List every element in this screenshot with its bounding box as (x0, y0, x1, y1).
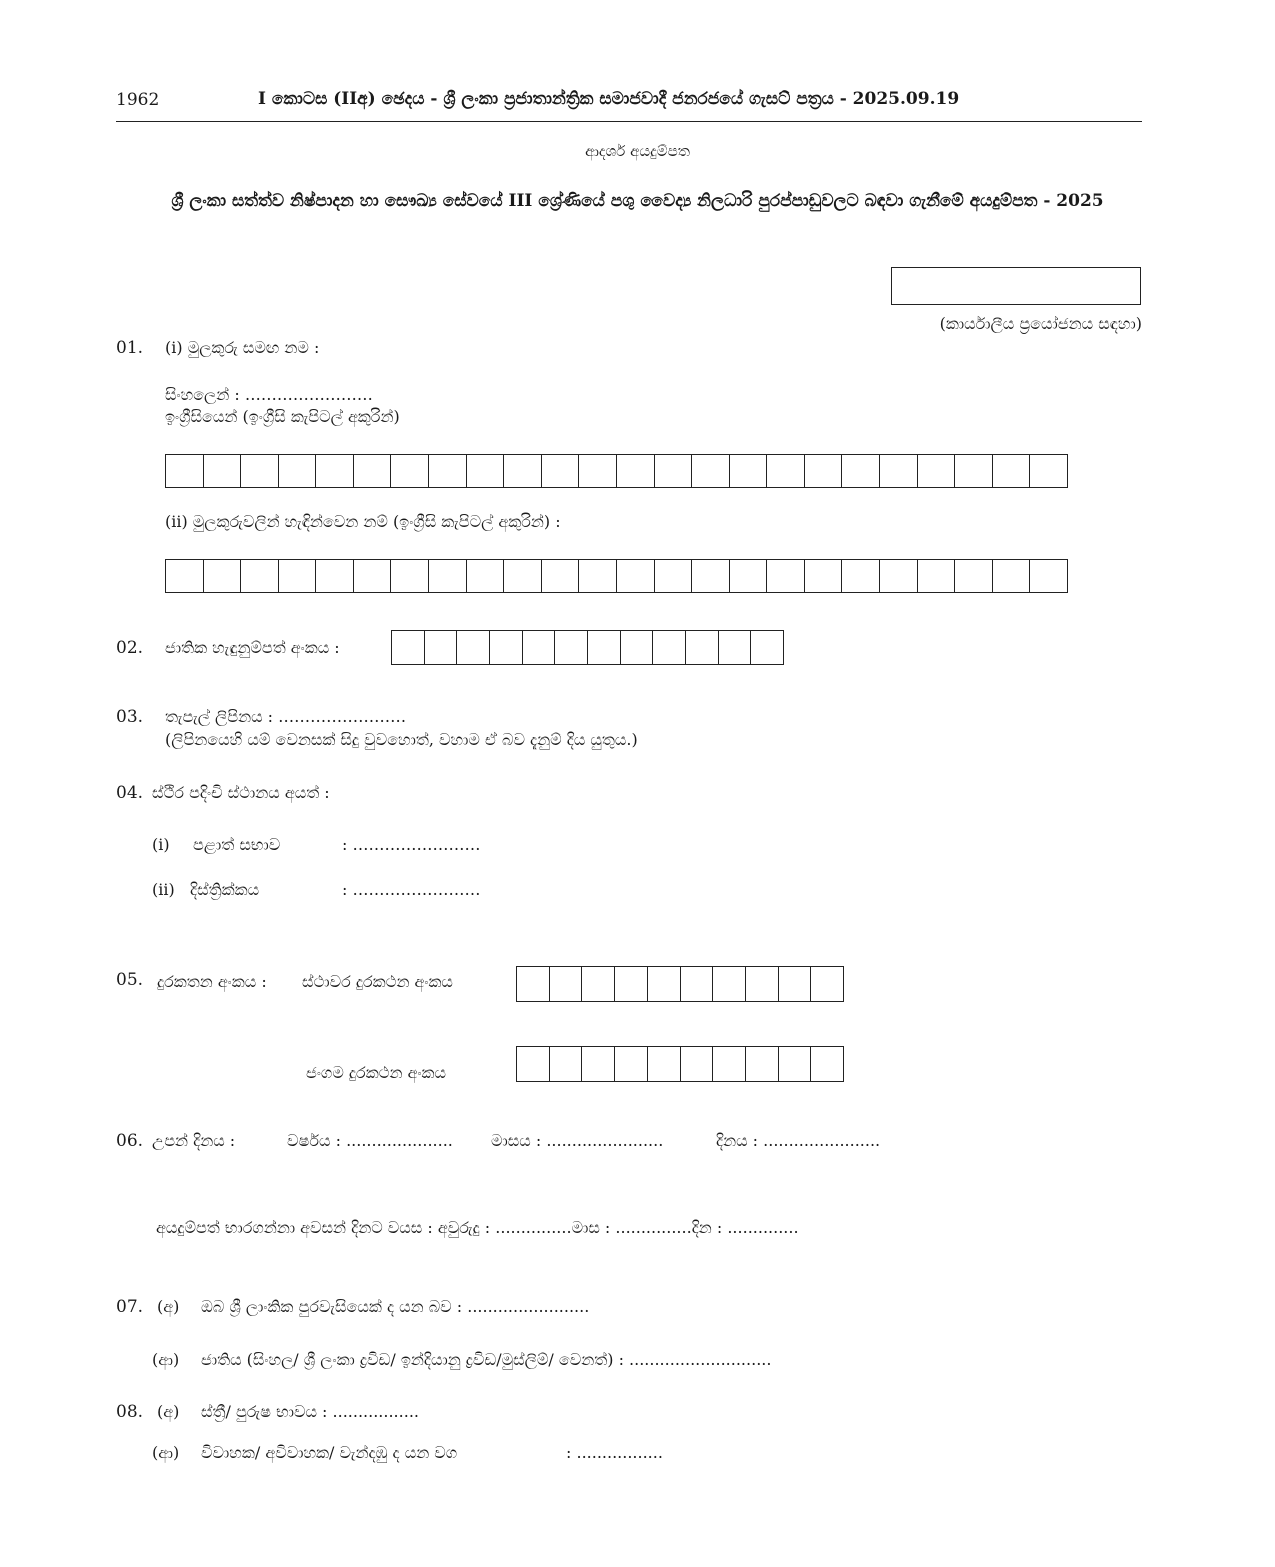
q8-civil-status-value: : ................. (566, 1443, 663, 1462)
char-box[interactable] (805, 455, 843, 487)
char-box[interactable] (391, 560, 429, 592)
q5-fixed-phone-label: ස්ථාවර දුරකථන අංකය (302, 972, 453, 991)
header-divider (116, 121, 1142, 122)
char-box[interactable] (653, 631, 686, 664)
char-box[interactable] (579, 560, 617, 592)
q1-english-label: ඉංග්‍රීසියෙන් (ඉංග්‍රීසි කැපිටල් අකුරින්) (165, 407, 400, 426)
q4-ii-number: (ii) (152, 880, 175, 899)
char-box[interactable] (392, 631, 425, 664)
page-number: 1962 (116, 90, 160, 110)
q1-sinhala-name: සිංහලෙන් : …………………… (165, 385, 373, 404)
char-box[interactable] (751, 631, 783, 664)
char-box[interactable] (880, 560, 918, 592)
char-box[interactable] (615, 967, 648, 1001)
char-box[interactable] (354, 560, 392, 592)
q1-english-name-boxes[interactable] (165, 454, 1068, 488)
char-box[interactable] (918, 560, 956, 592)
q1-initials-label: (ii) මුලකුරුවලින් හැඳින්වෙන නම් (ඉංග්‍රීසි කැපිටල් අකුරින්) : (165, 512, 561, 531)
char-box[interactable] (523, 631, 556, 664)
q5-phone-label: දුරකතන අංකය : (157, 972, 267, 991)
q8-civil-status-label: විවාහක/ අවිවාහක/ වැන්දඹු ද යන වග (201, 1443, 458, 1462)
char-box[interactable] (993, 455, 1031, 487)
char-box[interactable] (555, 631, 588, 664)
char-box[interactable] (316, 455, 354, 487)
char-box[interactable] (842, 560, 880, 592)
q7-ethnicity-field: ජාතිය (සිංහල/ ශ්‍රී ලංකා ද්‍රවිඩ/ ඉන්දියානු ද්‍රවිඩ/මුස්ලිම්/ වෙනත්) : ............................ (201, 1350, 772, 1369)
char-box[interactable] (542, 455, 580, 487)
q4-residence-label: ස්ථිර පදිංචි ස්ථානය අයත් : (152, 783, 330, 802)
char-box[interactable] (730, 560, 768, 592)
char-box[interactable] (204, 560, 242, 592)
char-box[interactable] (279, 455, 317, 487)
char-box[interactable] (918, 455, 956, 487)
char-box[interactable] (542, 560, 580, 592)
q8-gender-field: ස්ත්‍රී/ පුරුෂ භාවය : ................. (201, 1402, 419, 1421)
char-box[interactable] (517, 967, 550, 1001)
char-box[interactable] (955, 560, 993, 592)
q7-a-number: (අ) (157, 1297, 180, 1316)
char-box[interactable] (467, 455, 505, 487)
char-box[interactable] (730, 455, 768, 487)
q5-mobile-phone-boxes[interactable] (516, 1046, 844, 1082)
char-box[interactable] (204, 455, 242, 487)
char-box[interactable] (811, 967, 843, 1001)
char-box[interactable] (1030, 455, 1067, 487)
char-box[interactable] (805, 560, 843, 592)
q4-province-label: පළාත් සභාව (193, 835, 281, 854)
char-box[interactable] (166, 560, 204, 592)
char-box[interactable] (955, 455, 993, 487)
q4-number: 04. (116, 783, 144, 803)
char-box[interactable] (550, 967, 583, 1001)
char-box[interactable] (241, 560, 279, 592)
char-box[interactable] (617, 560, 655, 592)
char-box[interactable] (517, 1047, 550, 1081)
char-box[interactable] (655, 560, 693, 592)
office-use-box[interactable] (891, 267, 1141, 305)
char-box[interactable] (993, 560, 1031, 592)
char-box[interactable] (391, 455, 429, 487)
gazette-header-title: I කොටස (IIඅ) ඡෙදය - ශ්‍රී ලංකා ප්‍රජාතාන්ත්‍රික සමාජවාදී ජනරජයේ ගැසට් පත්‍රය - 2025.09.19 (258, 89, 960, 109)
char-box[interactable] (713, 967, 746, 1001)
form-type-label: ආදර්ශ අයදුම්පත (585, 142, 690, 160)
char-box[interactable] (615, 1047, 648, 1081)
q2-number: 02. (116, 638, 144, 658)
q5-number: 05. (116, 970, 144, 990)
q1-number: 01. (116, 338, 144, 358)
char-box[interactable] (692, 560, 730, 592)
q6-dob-label: උපන් දිනය : (152, 1131, 236, 1150)
q3-address-label: තැපැල් ලිපිනය : …………………… (165, 707, 407, 726)
char-box[interactable] (241, 455, 279, 487)
char-box[interactable] (655, 455, 693, 487)
char-box[interactable] (579, 455, 617, 487)
char-box[interactable] (767, 455, 805, 487)
q7-number: 07. (116, 1297, 144, 1317)
char-box[interactable] (429, 455, 467, 487)
char-box[interactable] (166, 455, 204, 487)
char-box[interactable] (457, 631, 490, 664)
char-box[interactable] (354, 455, 392, 487)
char-box[interactable] (719, 631, 752, 664)
char-box[interactable] (746, 967, 779, 1001)
q5-fixed-phone-boxes[interactable] (516, 966, 844, 1002)
char-box[interactable] (648, 1047, 681, 1081)
char-box[interactable] (582, 1047, 615, 1081)
q4-province-value: : …………………… (342, 835, 481, 854)
char-box[interactable] (746, 1047, 779, 1081)
q5-mobile-phone-label: ජංගම දුරකථන අංකය (306, 1063, 447, 1082)
char-box[interactable] (617, 455, 655, 487)
q6-day-field: දිනය : ....................... (716, 1131, 881, 1150)
char-box[interactable] (316, 560, 354, 592)
q8-b-number: (ආ) (152, 1443, 180, 1462)
char-box[interactable] (681, 967, 714, 1001)
char-box[interactable] (779, 967, 812, 1001)
q6-age-field: අයදුම්පත් භාරගන්නා අවසන් දිනට වයස : අවුරුදු : ...............මාස : ...............දින : .............. (156, 1218, 799, 1237)
char-box[interactable] (504, 455, 542, 487)
q8-a-number: (අ) (157, 1402, 180, 1421)
char-box[interactable] (279, 560, 317, 592)
q7-b-number: (ආ) (152, 1350, 180, 1369)
char-box[interactable] (681, 1047, 714, 1081)
q1-initials-name-boxes[interactable] (165, 559, 1068, 593)
q1-name-label: (i) මුලකුරු සමඟ නම : (165, 338, 320, 357)
char-box[interactable] (429, 560, 467, 592)
q2-nic-boxes[interactable] (391, 630, 784, 665)
char-box[interactable] (713, 1047, 746, 1081)
q7-citizenship-field: ඔබ ශ්‍රී ලාංකික පුරවැසියෙක් ද යන බව : ........................ (201, 1297, 590, 1316)
q6-number: 06. (116, 1131, 144, 1151)
q6-year-field: වර්ෂය : ..................... (287, 1131, 453, 1150)
office-use-label: (කාර්යාලීය ප්‍රයෝජනය සඳහා) (939, 314, 1142, 333)
char-box[interactable] (582, 967, 615, 1001)
q4-district-label: දිස්ත්‍රික්කය (190, 880, 260, 899)
char-box[interactable] (767, 560, 805, 592)
char-box[interactable] (504, 560, 542, 592)
char-box[interactable] (842, 455, 880, 487)
q6-month-field: මාසය : ....................... (491, 1131, 664, 1150)
q3-number: 03. (116, 707, 144, 727)
q8-number: 08. (116, 1402, 144, 1422)
char-box[interactable] (779, 1047, 812, 1081)
char-box[interactable] (588, 631, 621, 664)
q2-nic-label: ජාතික හැඳුනුම්පත් අංකය : (165, 638, 340, 657)
char-box[interactable] (425, 631, 458, 664)
char-box[interactable] (1030, 560, 1067, 592)
char-box[interactable] (880, 455, 918, 487)
q4-i-number: (i) (152, 835, 170, 854)
char-box[interactable] (811, 1047, 843, 1081)
q4-district-value: : …………………… (342, 880, 481, 899)
char-box[interactable] (686, 631, 719, 664)
char-box[interactable] (692, 455, 730, 487)
char-box[interactable] (467, 560, 505, 592)
q3-address-note: (ලිපිනයෙහි යම් වෙනසක් සිදු වුවහොත්, වහාම ඒ බව දැනුම් දිය යුතුය.) (165, 730, 638, 749)
form-title: ශ්‍රී ලංකා සත්ත්ව නිෂ්පාදන හා සෞඛ්‍ය සේවයේ III ශ්‍රේණියේ පශු වෛද්‍ය නිලධාරි පුරප්පාඩුවලට බඳවා ගැනීමේ අයදුම්පත - 2025 (171, 191, 1104, 211)
char-box[interactable] (550, 1047, 583, 1081)
char-box[interactable] (648, 967, 681, 1001)
char-box[interactable] (621, 631, 654, 664)
char-box[interactable] (490, 631, 523, 664)
